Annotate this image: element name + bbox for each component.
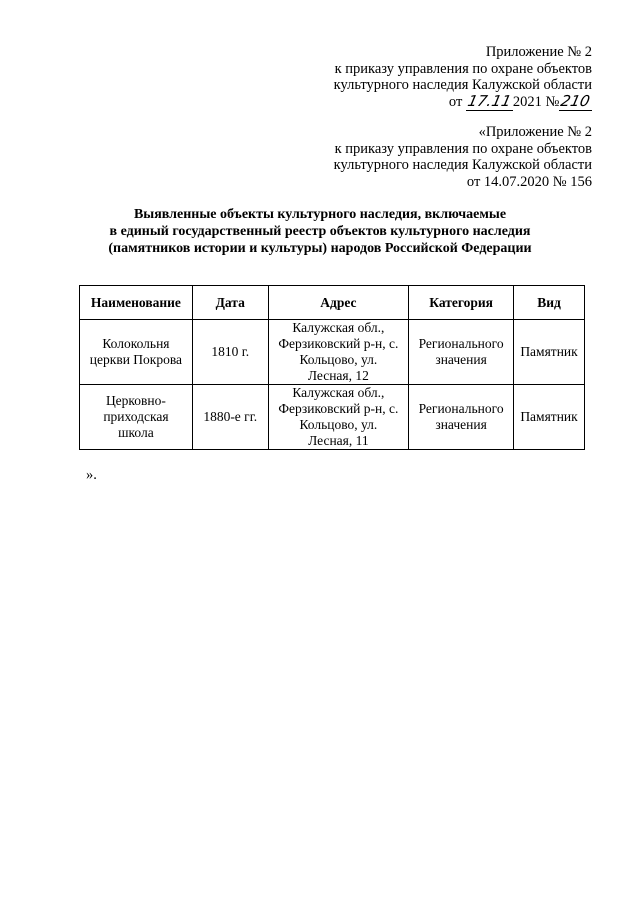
prev-appendix-authority-line: культурного наследия Калужской области [333, 157, 592, 173]
title-line-3: (памятников истории и культуры) народов Российской Федерации [108, 241, 532, 256]
document-title [60, 206, 580, 257]
table-row [80, 320, 585, 385]
appendix-authority-line: культурного наследия Калужской области [333, 77, 592, 93]
heritage-objects-table [79, 285, 585, 450]
header-type: Вид [514, 286, 585, 320]
handwritten-date [466, 91, 513, 111]
cell-text: Лесная, 12 [307, 368, 369, 383]
number-sign: № [545, 93, 560, 110]
cell-text: Кольцово, ул. [299, 417, 378, 432]
cell-text: церкви Покрова [89, 352, 183, 367]
cell-type: Памятник [514, 385, 585, 450]
header-category: Категория [409, 286, 514, 320]
cell-category [409, 385, 514, 450]
cell-date: 1880-е гг. [192, 385, 268, 450]
cell-text: Калужская обл., [292, 385, 385, 400]
table-header-row [80, 286, 585, 320]
cell-date: 1810 г. [192, 320, 268, 385]
cell-text: Колокольня [102, 336, 170, 351]
cell-text: Церковно- [105, 393, 166, 408]
prev-appendix-title: «Приложение № 2 [478, 124, 592, 140]
cell-text: Регионального [418, 336, 504, 351]
table-row [80, 385, 585, 450]
cell-text: Кольцово, ул. [299, 352, 378, 367]
cell-name [80, 320, 193, 385]
date-prefix: от [448, 93, 463, 110]
appendix-title: Приложение № 2 [485, 44, 592, 60]
cell-text: Лесная, 11 [308, 433, 369, 448]
cell-text: Регионального [418, 401, 504, 416]
appendix-header-previous [334, 124, 592, 190]
date-year: 2021 [512, 93, 542, 110]
appendix-header-current [334, 44, 592, 110]
prev-appendix-date-line: от 14.07.2020 № 156 [466, 173, 592, 190]
handwritten-number [559, 91, 592, 111]
title-line-1: Выявленные объекты культурного наследия, включаемые [133, 207, 507, 222]
cell-name [80, 385, 193, 450]
cell-text: Ферзиковский р-н, с. [278, 401, 399, 416]
cell-text: Ферзиковский р-н, с. [278, 336, 399, 351]
cell-address [268, 320, 409, 385]
cell-text: значения [435, 352, 487, 367]
appendix-order-line: к приказу управления по охране объектов [334, 60, 592, 77]
title-line-2: в единый государственный реестр объектов культурного наследия [109, 224, 531, 239]
header-name: Наименование [80, 286, 193, 320]
header-address: Адрес [268, 286, 409, 320]
prev-appendix-order-line: к приказу управления по охране объектов [334, 140, 592, 157]
appendix-date-line [334, 91, 592, 111]
cell-text: школа [118, 425, 154, 440]
cell-category [409, 320, 514, 385]
cell-text: приходская [103, 409, 169, 424]
handwritten-date-text: 17.11 [466, 91, 513, 110]
handwritten-number-text: 210 [559, 91, 592, 110]
header-date: Дата [192, 286, 268, 320]
cell-text: Калужская обл., [292, 320, 385, 335]
cell-address [268, 385, 409, 450]
cell-text: значения [435, 417, 487, 432]
closing-quote: ». [86, 467, 97, 483]
cell-type: Памятник [514, 320, 585, 385]
